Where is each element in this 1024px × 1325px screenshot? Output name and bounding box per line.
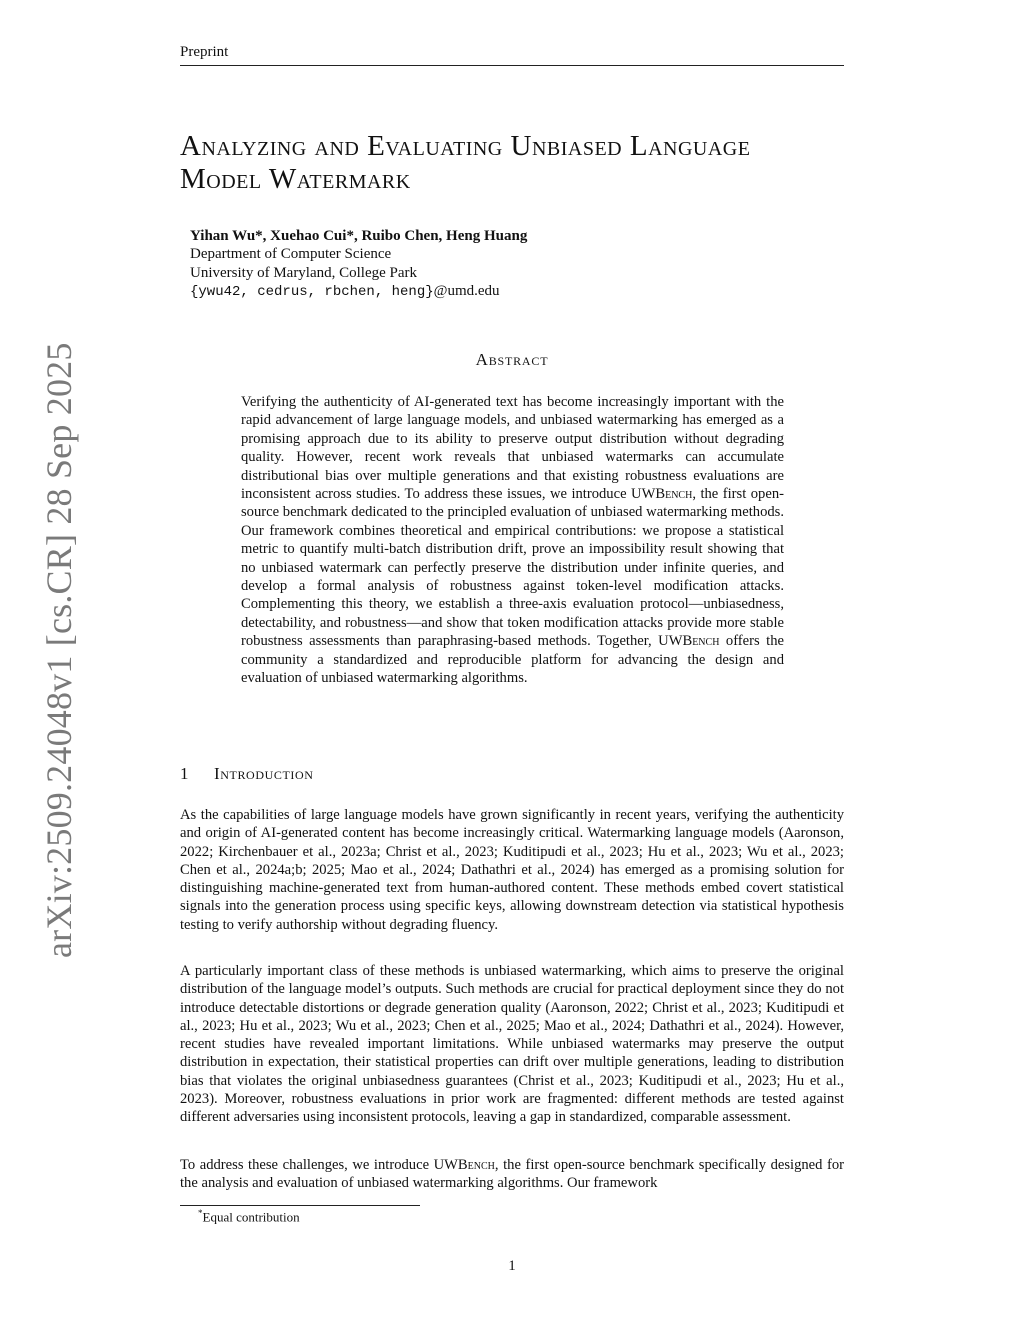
page-number: 1	[508, 1258, 516, 1274]
intro-paragraph-3	[180, 1156, 844, 1193]
footnote	[198, 1208, 300, 1225]
email-domain: @umd.edu	[433, 283, 500, 299]
intro-paragraph-3-end: , the first open-source benchmark specifically designed for the analysis and evaluation of unbiased watermarking algorithms. Our framework	[180, 1157, 845, 1192]
affiliation-university: University of Maryland, College Park	[190, 265, 418, 281]
abstract-text-1: Verifying the authenticity of AI-generated text has become increasingly important with the rapid advancement of large language models, and unbiased watermarking has emerged as a promising approach due to its ability to preserve output distribution without degrading quality. However, recent work reveals that unbiased watermarks can accumulate distributional bias over multiple generations and that existing robustness evaluations are inconsistent across studies. To address these issues, we introduce	[241, 394, 784, 503]
running-header: Preprint	[180, 44, 229, 60]
author-list: Yihan Wu*, Xuehao Cui*, Ruibo Chen, Heng Huang	[190, 228, 528, 244]
benchmark-name: UWBench	[658, 633, 720, 650]
abstract-text-2: , the first open-source benchmark dedicated to the principled evaluation of unbiased watermarking methods. Our framework combines theoretical and empirical contributions: we propose a statistical metric to quantify multi-batch distribution drift, prove an impossibility result showing that no unbiased watermark can perfectly preserve the distribution under infinite queries, and develop a formal analysis of robustness against token-level modification attacks. Complementing this theory, we establish a three-axis evaluation protocol—unbiasedness, detectability, and robustness—and show that token modification attacks provide more stable robustness assessments than paraphrasing-based methods. Together,	[241, 486, 784, 650]
section-number: 1	[180, 764, 189, 783]
affiliation-department: Department of Computer Science	[190, 246, 392, 262]
footnote-mark: *	[198, 1208, 203, 1218]
abstract-heading: Abstract	[475, 350, 549, 369]
email-ids: {ywu42, cedrus, rbchen, heng}	[190, 284, 434, 300]
author-emails[interactable]	[190, 283, 500, 300]
arxiv-side-identifier[interactable]: arXiv:2509.24048v1 [cs.CR] 28 Sep 2025	[39, 342, 79, 958]
title-line-1: Analyzing and Evaluating Unbiased Language	[180, 130, 751, 162]
paper-title	[180, 130, 860, 196]
footnote-text: Equal contribution	[202, 1209, 300, 1225]
abstract-body	[241, 393, 784, 688]
section-heading-introduction	[180, 764, 314, 784]
abstract-text-3: offers the community a standardized and reproducible platform for advancing the design and evaluation of unbiased watermarking algorithms.	[241, 633, 784, 687]
benchmark-name: UWBench	[433, 1157, 495, 1173]
intro-paragraph-3-start: To address these challenges, we introduce	[180, 1157, 434, 1173]
intro-paragraph-2: A particularly important class of these methods is unbiased watermarking, which aims to preserve the original distribution of the language model’s outputs. Such methods are crucial for practical deployment since they do not introduce detectable distortions or degrade generation quality (Aaronson, 2022; Christ et al., 2023; Kuditipudi et al., 2023; Hu et al., 2023; Wu et al., 2023; Chen et al., 2025; Mao et al., 2024; Dathathri et al., 2024). However, recent studies have revealed important limitations. While unbiased watermarks may preserve the output distribution in expectation, their statistical properties can drift over multiple generations, leading to distribution bias that violates the original unbiasedness guarantees (Christ et al., 2023; Kuditipudi et al., 2023; Hu et al., 2023). Moreover, robustness evaluations in prior work are fragmented: different methods are tested against different adversaries using inconsistent protocols, leaving a gap in standardized, comparable assessment.	[180, 963, 844, 1126]
section-title: Introduction	[214, 764, 314, 783]
title-line-2: Model Watermark	[180, 163, 411, 195]
benchmark-name: UWBench	[631, 486, 693, 503]
header-rule	[180, 65, 844, 66]
footnote-rule	[180, 1205, 420, 1206]
intro-paragraph-1: As the capabilities of large language models have grown significantly in recent years, verifying the authenticity and origin of AI-generated content has become increasingly critical. Watermarking language models (Aaronson, 2022; Kirchenbauer et al., 2023a; Christ et al., 2023; Kuditipudi et al., 2023; Hu et al., 2023; Wu et al., 2023; Chen et al., 2024a;b; 2025; Mao et al., 2024; Dathathri et al., 2024) has emerged as a promising solution for distinguishing machine-generated text from human-authored content. These methods embed covert statistical signals into the generation process using specific keys, allowing downstream detection via statistical hypothesis testing to verify authorship without degrading fluency.	[180, 807, 844, 933]
